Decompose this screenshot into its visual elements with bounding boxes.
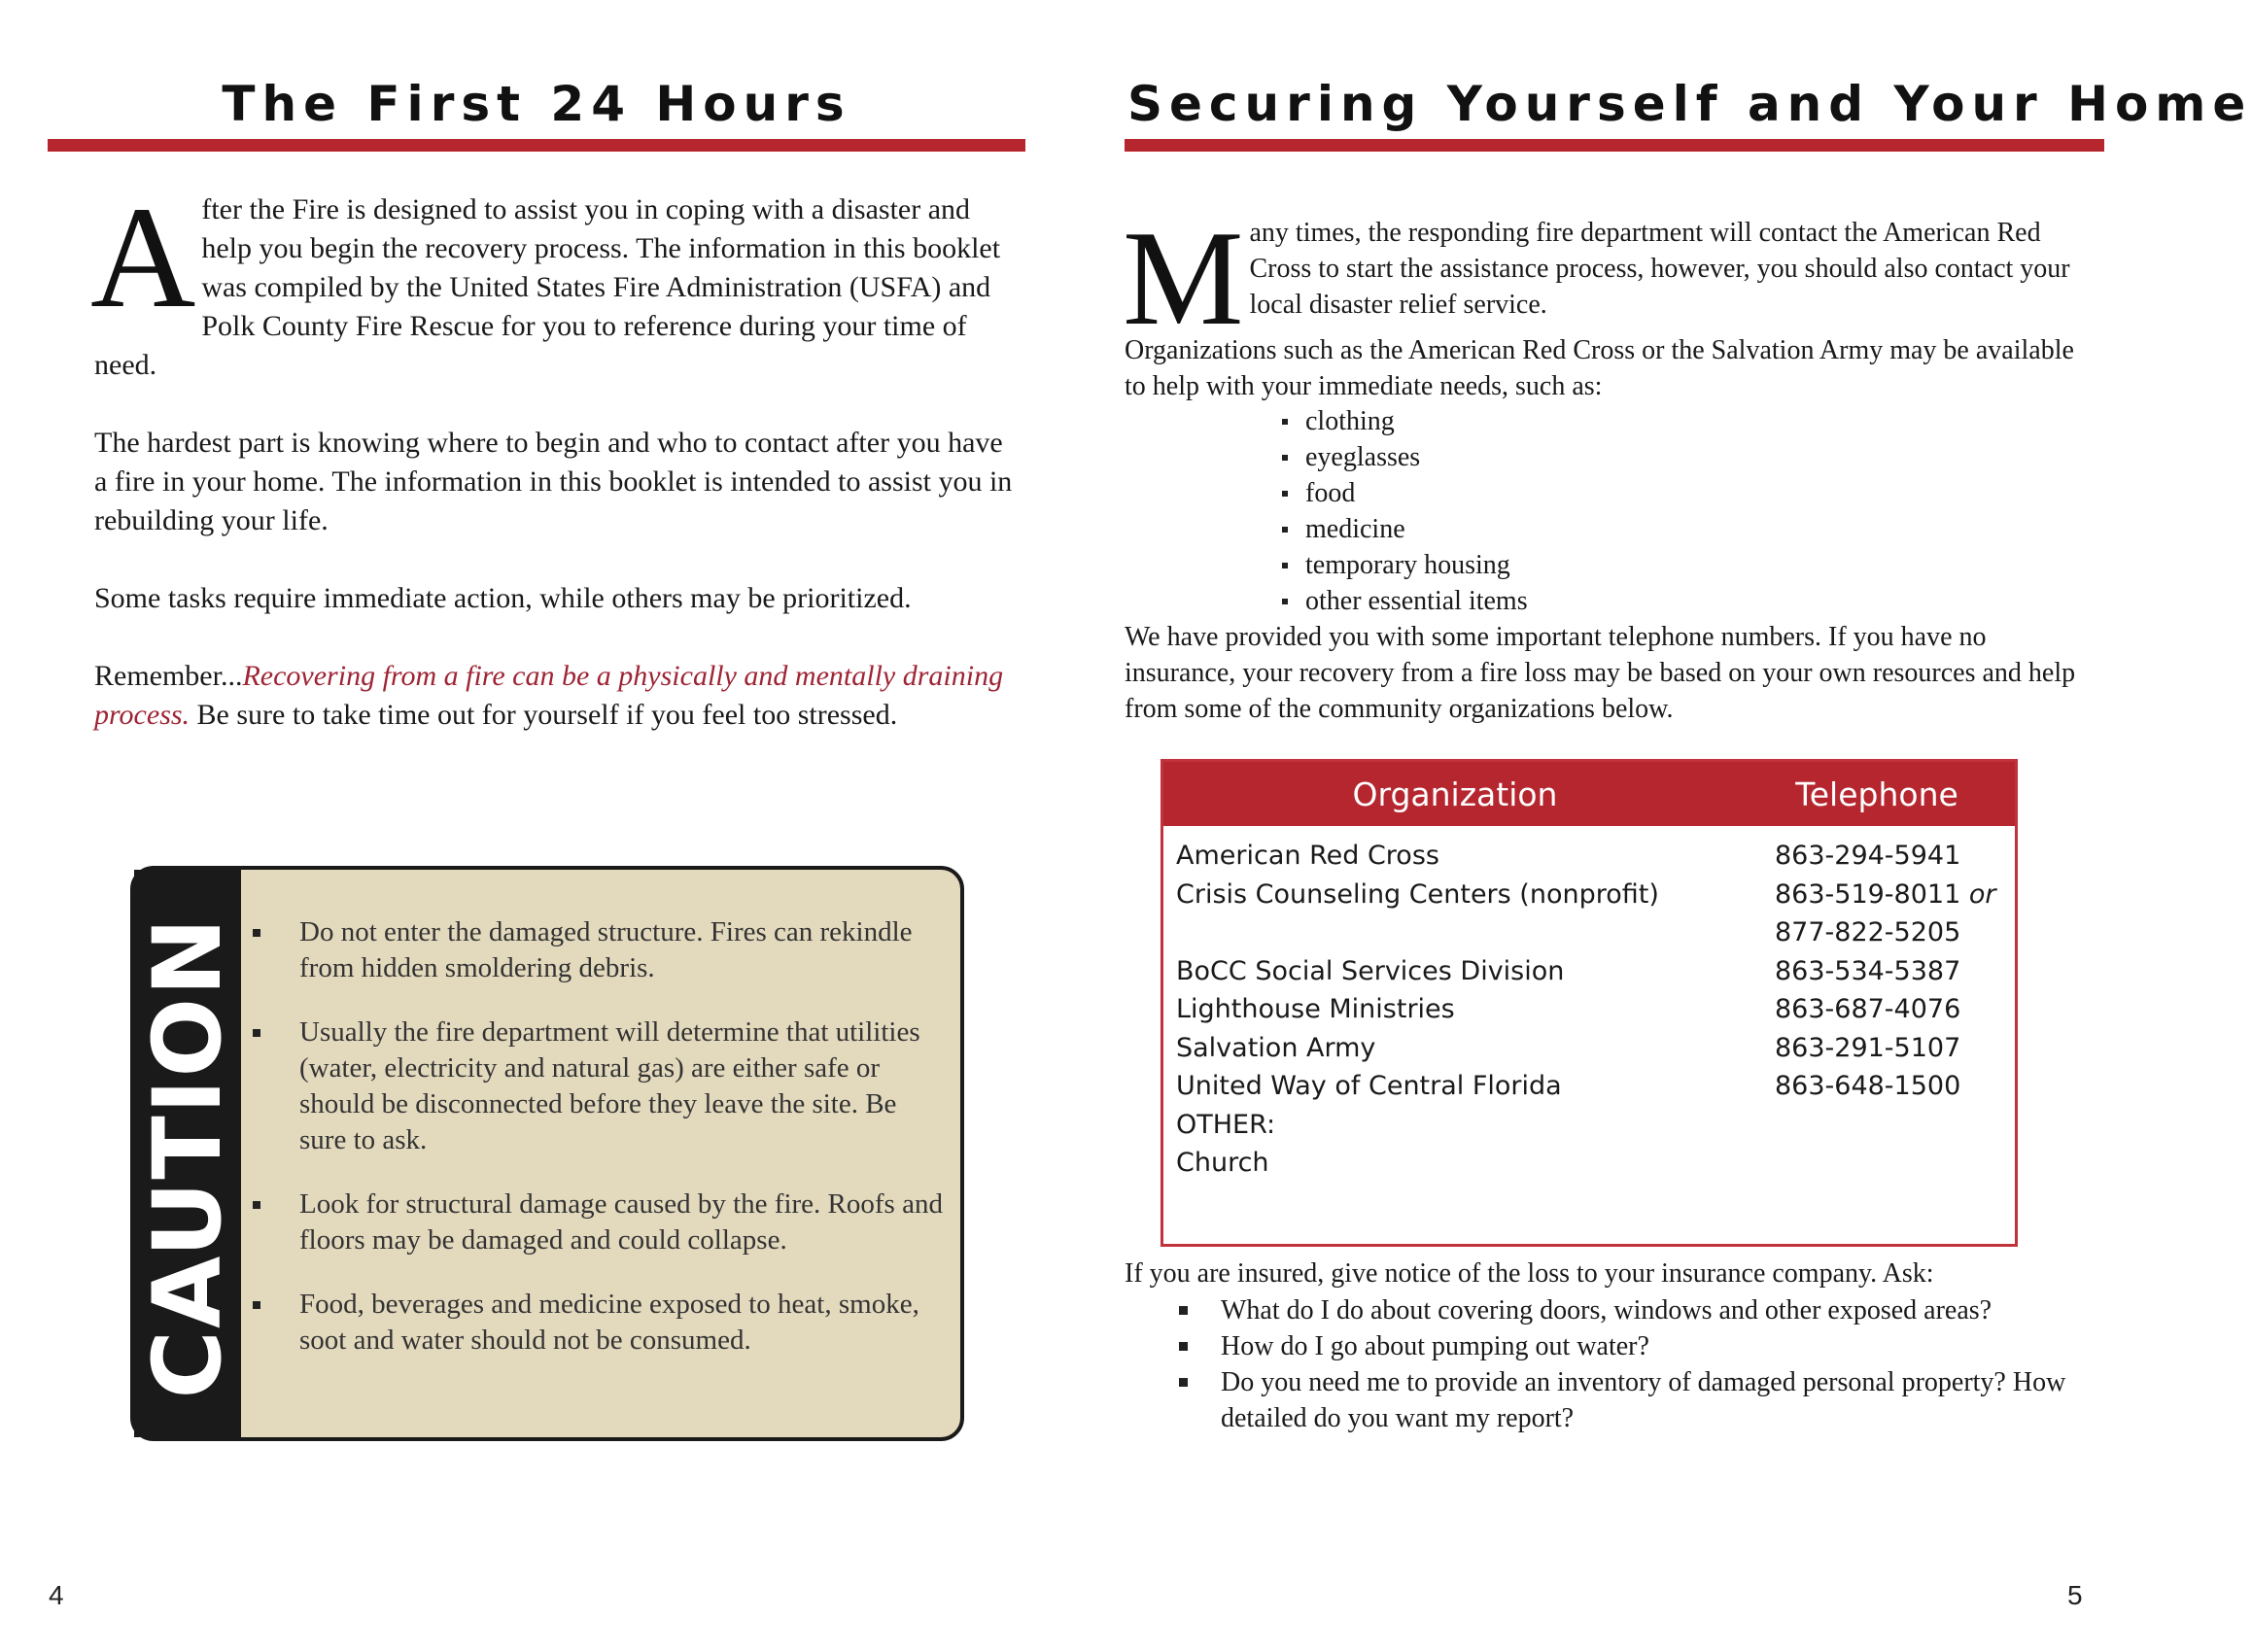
- org-phone: [1775, 841, 1960, 871]
- paragraph-remember: [94, 657, 1018, 735]
- paragraph-hardest-part: The hardest part is knowing where to begin and who to contact after you have a fire in your home. The information in this booklet is intended to assist you in rebuilding your life.: [94, 427, 1013, 536]
- org-phone: [1775, 1071, 1960, 1101]
- org-name: OTHER:: [1176, 1109, 1276, 1140]
- intro-text: fter the Fire is designed to assist you in coping with a disaster and help you begin the recovery process. The information in this booklet was compiled by the United States Fire Administration (USFA) and Polk County Fire Rescue for you to reference during your time of need.: [94, 193, 1001, 381]
- table-row: [1176, 913, 2015, 952]
- left-page: [0, 0, 1069, 1652]
- heading-rule: [48, 139, 1025, 152]
- needs-item: clothing: [1282, 403, 1528, 439]
- phone-number: 877-822-5205: [1775, 917, 1961, 947]
- phone-number: 863-519-8011: [1775, 878, 1961, 910]
- needs-item: other essential items: [1282, 583, 1528, 619]
- page-heading: Securing Yourself and Your Home: [1127, 76, 2252, 132]
- caution-item: Look for structural damage caused by the fire. Roofs and floors may be damaged and could collapse.: [276, 1187, 947, 1258]
- table-header: [1163, 762, 2015, 826]
- remember-lead: Remember...: [94, 660, 243, 692]
- table-row: [1176, 1144, 2015, 1183]
- intro-paragraph: [1123, 203, 2096, 354]
- page-number: 4: [49, 1580, 64, 1610]
- needs-list: [1282, 403, 1528, 619]
- left-body: [90, 177, 1018, 774]
- drop-cap: A: [90, 177, 196, 338]
- org-name: BoCC Social Services Division: [1176, 955, 1565, 986]
- needs-item: food: [1282, 475, 1528, 511]
- paragraph-organizations: Organizations such as the American Red Cross or the Salvation Army may be available to help with your immediate needs, such as:: [1125, 335, 2074, 401]
- page-heading: The First 24 Hours: [222, 76, 851, 132]
- intro-text: any times, the responding fire department will contact the American Red Cross to start the assistance process, however, you should also contact your local disaster relief service.: [1249, 218, 2070, 320]
- remember-emphasis: Recovering from a fire can be a physically and mentally draining process.: [94, 660, 1004, 731]
- remember-tail: Be sure to take time out for yourself if you feel too stressed.: [190, 699, 898, 731]
- org-name: Salvation Army: [1176, 1032, 1376, 1063]
- column-header-organization: Organization: [1352, 775, 1558, 813]
- right-page: [1069, 0, 2252, 1652]
- phone-or: or: [1968, 878, 1996, 910]
- org-phone: [1775, 1033, 1960, 1063]
- org-name: Church: [1176, 1148, 1269, 1178]
- org-name: American Red Cross: [1176, 841, 1439, 871]
- table-row: [1176, 1106, 2015, 1145]
- caution-item: Usually the fire department will determine that utilities (water, electricity and natural gas) are either safe or should be disconnected before they leave the site. Be sure to ask.: [276, 1015, 947, 1158]
- caution-list: [276, 914, 947, 1387]
- caution-title: CAUTION: [133, 915, 242, 1399]
- table-row: [1176, 837, 2015, 876]
- ask-item: What do I do about covering doors, windows and other exposed areas?: [1174, 1292, 2088, 1328]
- caution-band: [134, 870, 241, 1437]
- phone-number: 863-291-5107: [1775, 1032, 1961, 1063]
- ask-item: Do you need me to provide an inventory of damaged personal property? How detailed do you want my report?: [1174, 1364, 2088, 1436]
- heading-rule: [1125, 139, 2104, 152]
- phone-number: 863-294-5941: [1775, 841, 1961, 871]
- needs-item: medicine: [1282, 511, 1528, 547]
- org-phone: [1775, 917, 1960, 947]
- caution-item: Do not enter the damaged structure. Fires can rekindle from hidden smoldering debris.: [276, 914, 947, 986]
- phone-number: 863-648-1500: [1775, 1071, 1961, 1101]
- phone-number: 863-534-5387: [1775, 955, 1961, 986]
- table-row: [1176, 1067, 2015, 1106]
- caution-box: [130, 866, 964, 1441]
- column-header-telephone: Telephone: [1795, 775, 1958, 813]
- paragraph-insured: If you are insured, give notice of the loss to your insurance company. Ask:: [1125, 1258, 1934, 1289]
- caution-item: Food, beverages and medicine exposed to heat, smoke, soot and water should not be consumed.: [276, 1287, 947, 1359]
- paragraph-telephone-numbers: We have provided you with some important telephone numbers. If you have no insurance, your recovery from a fire loss may be based on your own resources and help from some of the community organizations below.: [1125, 622, 2076, 724]
- paragraph-tasks: Some tasks require immediate action, while others may be prioritized.: [94, 582, 912, 614]
- needs-item: eyeglasses: [1282, 439, 1528, 475]
- ask-item: How do I go about pumping out water?: [1174, 1328, 2088, 1364]
- needs-item: temporary housing: [1282, 547, 1528, 583]
- org-name: United Way of Central Florida: [1176, 1071, 1562, 1101]
- organization-table: [1161, 759, 2018, 1247]
- table-row: [1176, 1029, 2015, 1068]
- org-phone: [1775, 956, 1960, 986]
- org-phone: [1775, 994, 1960, 1024]
- org-name: Crisis Counseling Centers (nonprofit): [1176, 878, 1659, 910]
- org-name: Lighthouse Ministries: [1176, 994, 1455, 1024]
- phone-number: 863-687-4076: [1775, 994, 1961, 1024]
- drop-cap: M: [1123, 203, 1244, 354]
- org-phone: [1775, 879, 1996, 910]
- table-row: [1176, 952, 2015, 991]
- page-number: 5: [2067, 1580, 2083, 1610]
- table-body: [1176, 837, 2015, 1183]
- table-row: [1176, 990, 2015, 1029]
- ask-list: [1174, 1292, 2088, 1436]
- intro-paragraph: [90, 177, 1018, 385]
- table-row: [1176, 876, 2015, 914]
